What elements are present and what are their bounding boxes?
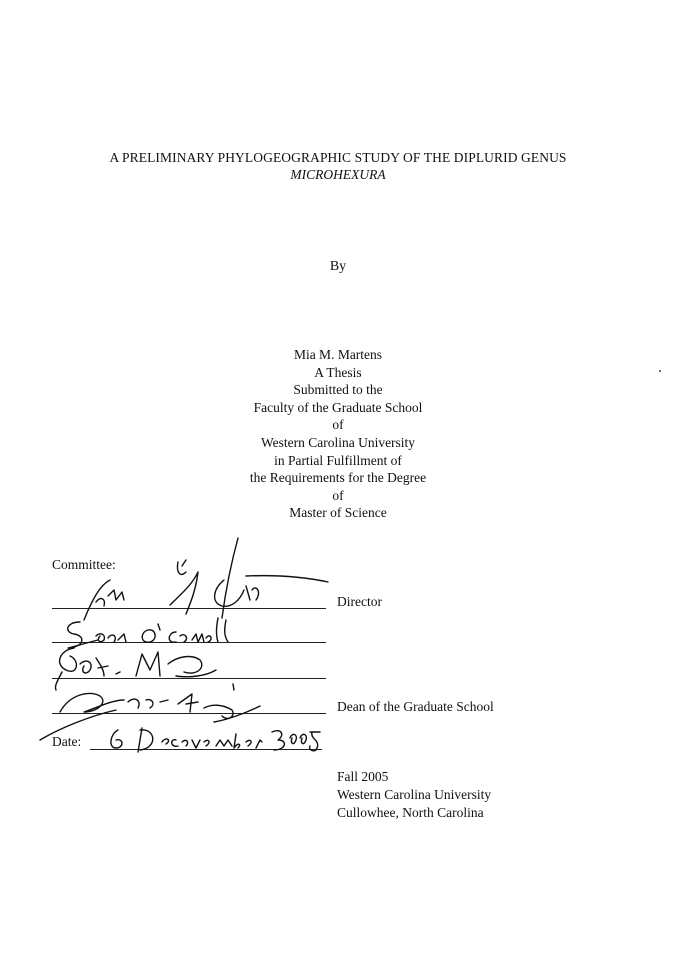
director-label: Director [337, 594, 382, 609]
block-line: of [332, 487, 344, 503]
by-label: By [329, 259, 347, 274]
committee-label: Committee: [52, 557, 116, 572]
block-line: Faculty of the Graduate School [253, 399, 423, 415]
thesis-title-line-1: A PRELIMINARY PHYLOGEOGRAPHIC STUDY OF THE DIPLURID GENUS [109, 150, 567, 165]
block-line: in Partial Fulfillment of [274, 452, 402, 468]
director-signature-line [52, 608, 326, 609]
date-line [90, 749, 322, 750]
author-name: Mia M. Martens [293, 347, 383, 362]
footer-block [337, 768, 491, 822]
member-signature-line [52, 678, 326, 679]
date-label: Date: [52, 734, 82, 749]
institution: Western Carolina University [337, 787, 492, 802]
scan-speck [659, 370, 661, 372]
dean-signature [40, 684, 260, 740]
term: Fall 2005 [337, 769, 389, 784]
member-signature-1 [68, 618, 228, 648]
author-degree-block [0, 346, 676, 522]
member-signature-line [52, 642, 326, 643]
member-signature-2 [55, 648, 216, 690]
block-line: of [332, 417, 344, 433]
block-line: Submitted to the [293, 382, 383, 398]
block-line: the Requirements for the Degree [249, 470, 427, 486]
location: Cullowhee, North Carolina [337, 805, 484, 820]
university-name: Western Carolina University [260, 434, 416, 450]
dean-signature-line [52, 713, 326, 714]
dean-label: Dean of the Graduate School [337, 699, 494, 714]
block-line: A Thesis [314, 364, 362, 380]
thesis-title-genus: MICROHEXURA [290, 167, 386, 182]
degree-name: Master of Science [289, 505, 387, 521]
